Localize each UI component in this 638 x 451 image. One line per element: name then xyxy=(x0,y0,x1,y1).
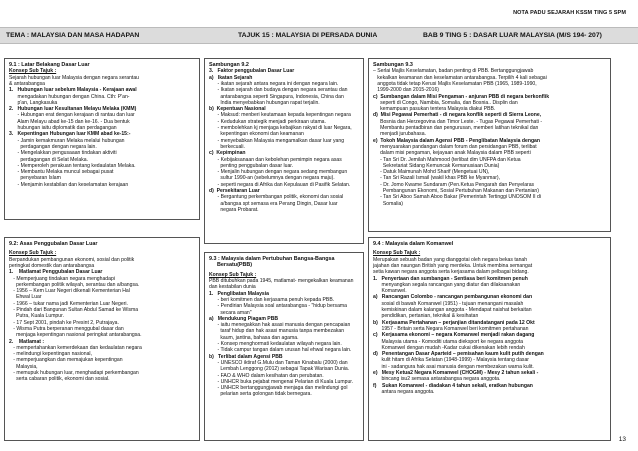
section-9-2-continued-title: Sambungan 9.2 xyxy=(209,62,249,68)
section-9-1-lines xyxy=(9,75,195,188)
text-line: c) Kerjasama ekonomi – negara Komanwel menjadi rakan dagang xyxy=(373,332,535,339)
text-line: perkembangan politik wilayah, serantau dan a/bangsa. xyxy=(9,281,140,288)
text-line: bincang isu2 semasa antarabangsa negara anggota. xyxy=(373,376,501,383)
text-line: - Kebijaksanaan dan kebolehan pemimpin negara asas xyxy=(209,156,342,163)
text-line: - melindungi kepentingan nasional, xyxy=(9,351,92,358)
text-line: - 17 Sept 2001, pindah ke Presint 2, Putrajaya. xyxy=(9,319,119,326)
section-9-4-sub: Konsep Sub Tajuk : xyxy=(373,250,421,257)
text-line: 3. Kepentingan Hubungan luar KMM abad ke-15:- xyxy=(9,131,131,138)
top-note: NOTA PADU SEJARAH KSSM TING 5 SPM xyxy=(513,10,626,16)
text-line: kemiskinan dalam kalangan anggota - Mendapat naishat berkaitan xyxy=(373,307,532,314)
text-line: sultur 1990-an (sebelumnya dengan negara maju). xyxy=(209,175,335,182)
text-line: penyebaran Islam xyxy=(9,175,61,182)
text-line: p'an, Langkasuka xyxy=(9,99,58,106)
section-9-1-title: 9.1 : Latar Belakang Dasar Luar xyxy=(9,62,90,68)
section-9-3-title2: Bersatu(PBB) xyxy=(217,262,253,269)
section-9-3-continued xyxy=(368,58,611,232)
section-9-4 xyxy=(368,237,611,441)
text-line: setia kawan negara anggota serta kerjasama dalam pelbagai bidang. xyxy=(373,269,529,276)
text-line: - Tan Sri Dr. Jemilah Mahmood (terlibat dim UNFPA dan Ketua xyxy=(373,156,521,163)
text-line: menjaga kepentingan nasional peringkat antarabangsa. xyxy=(9,332,142,339)
text-line: Somalia) xyxy=(373,200,404,207)
text-line: e) Tokoh Malaysia dalam Agensi PBB - Penglibatan Malaysia dengan xyxy=(373,137,541,144)
text-line: - Membantu Melaka muncul sebagai pusat xyxy=(9,169,114,176)
text-line: anggota tidak tetap Kerusi Majlis Keselamatan PBB (1965, 1989-1990, xyxy=(373,81,537,87)
text-line: d) Persekitaran Luar xyxy=(209,188,260,195)
text-line: - Menjamin kestabilan dan keselamatan kerajaan xyxy=(9,181,129,188)
header-tajuk: TAJUK 15 : MALAYSIA DI PERSADA DUNIA xyxy=(238,32,378,39)
text-line: Komanwel dengan mudah -Kadar cukai dikenakan lebih rendah xyxy=(373,344,525,351)
text-line: PBB ditubuhkan pada 1945, matlamat- mengekalkan keamanan xyxy=(209,278,354,285)
text-line: peringkat domestik dan antarabangsa xyxy=(9,263,95,269)
text-line: & antarabangsa xyxy=(9,81,45,87)
text-line: f) Sukan Komanwel - diadakan 4 tahun sekali, eratkan hubungan xyxy=(373,382,533,389)
text-line: seperti di Congo, Namibia, Somalia, dan Bosnia.. Displin dan xyxy=(373,99,518,106)
text-line: kaum, jantina, bahasa dan agama. xyxy=(209,334,299,341)
page-header xyxy=(0,27,638,44)
text-line: - memperjuangkan dan memajukan kepentingan xyxy=(9,357,123,364)
text-line: - Datuk Maimunah Mohd Sharif (Mengetuai UN), xyxy=(373,169,490,176)
text-line: - Dr. Jomo Kwame Sundaram (Pen.Ketua Pengarah dan Penyelaras xyxy=(373,181,535,188)
text-line: Membantu pentadbiran dan pengurusan, memberi latihan teknikal dan xyxy=(373,125,539,132)
text-line: pendidikan, pertanian, teknikal & kesihatan xyxy=(373,313,479,320)
text-line: - Jamin kemakmuran Melaka melalui hubungan xyxy=(9,137,125,144)
text-line: kulit hitam di Afrika Selatan (1948-1999) - Malaysia tentang dasar xyxy=(373,357,530,364)
text-line: serta cabaran politik, ekonomi dan sosial. xyxy=(9,376,110,383)
text-line: Merupakan sebuah badan yang dianggotai oleh negara bekas tanah xyxy=(373,256,528,263)
section-9-3-title: 9.3 : Malaysia dalam Pertubuhan Bangsa-Bangsa xyxy=(209,256,335,262)
text-line: - Wisma Putra berperanan menggubal dasar dan xyxy=(9,325,124,332)
text-line: kemampuan pasukan tentera Malaysia diakui PBB. xyxy=(373,106,496,113)
section-9-2-lines xyxy=(9,257,195,383)
text-line: 3. Faktor penggubalan Dasar Luar xyxy=(209,68,295,75)
section-9-2-continued-lines xyxy=(209,68,359,213)
section-9-3-continued-lines xyxy=(373,68,606,207)
section-9-3-sub: Konsep Sub Tajuk : xyxy=(209,271,257,278)
text-line: menjadi jurubahasa. xyxy=(373,131,426,138)
text-line: - Tidak campur tangan dalam urusan hal ehwal negara lain. xyxy=(209,347,352,354)
section-9-3 xyxy=(204,252,364,441)
text-line: Bosnia dan Herzegovina dan Timor Leste. - Tugas Pegawai Pemerhati - xyxy=(373,118,543,125)
text-line: Putra, Kuala Lumpur. xyxy=(9,313,64,320)
text-line: - seperti negara di Afrika dan Kepulauan di Pasifik Selatan. xyxy=(209,181,351,188)
text-line: a) Rancangan Colombo - rancangan pembangunan ekonomi dan xyxy=(373,294,533,301)
text-line: 1. Hubungan luar sebelum Malaysia - Kerajaan awal xyxy=(9,87,137,94)
text-line: Alam Melayu abad ke-15 dan ke-16. - Dua bentuk xyxy=(9,118,130,125)
header-bab: BAB 9 TING 5 : DASAR LUAR MALAYSIA (M/S 194- 207) xyxy=(423,32,602,39)
text-line: jajahan dan naungan British yang merdeka. Untuk membina semangat xyxy=(373,263,533,269)
text-line: antara negara anggota. xyxy=(373,388,435,395)
text-line: b) Kerjasama Pertahanan – perjanjian ditandatangani pada 12 Okt xyxy=(373,319,535,326)
text-line: 1. Penglibatan Malaysia xyxy=(209,290,270,297)
text-line: - beri komitmen dan kerjasama penuh kepada PBB. xyxy=(209,297,335,303)
section-9-2 xyxy=(4,237,200,441)
section-9-4-title: 9.4 : Malaysia dalam Komanwel xyxy=(373,241,454,247)
text-line: kekalkan keamanan dan keselamatan antarabangsa. Terpilih 4 kali sebagai xyxy=(373,74,547,81)
text-line: 2. Matlamat : xyxy=(9,338,45,345)
text-line: b) Terlibat dalam Agensi PBB xyxy=(209,353,283,360)
text-line: - Bergantung perkembangan politik, ekonomi dan sosial xyxy=(209,194,344,201)
text-line: - Menjalin hubungan dengan negara sedang membangun xyxy=(209,169,348,176)
text-line: - Pendirian Malaysia soal antarabangsa - "hidup bersama xyxy=(209,303,347,310)
text-line: - Pindah dari Bangunan Sultan Abdul Samad ke Wisma xyxy=(9,307,139,314)
text-line: menyangkan segala rancangan yang diatur dan dilaksanakan xyxy=(373,281,521,288)
text-line: Malaysia, xyxy=(9,363,38,370)
text-line: dalam misi pengaman, kejayaan anak Malaysia dalam PBB seperti xyxy=(373,150,531,157)
section-9-3-continued-title: Sambungan 9.3 xyxy=(373,62,413,68)
text-line: India menyebabkan hubungan rapat terjalin. xyxy=(209,99,320,106)
text-line: - membolehkan kj menjaga kebajikan rakyat di luar Negara, xyxy=(209,125,352,132)
section-9-4-lines xyxy=(373,257,606,396)
text-line: - Maksud: menberi keutamaan kepada kepentingan negara xyxy=(209,112,351,119)
text-line: b) Kepentuan Nasional xyxy=(209,106,266,113)
text-line: berkecuali. xyxy=(209,143,245,150)
text-line: hubungan iaitu diplomatik dan perdagangan xyxy=(9,125,117,132)
text-line: 1999-2000 dan 2015-2016) xyxy=(373,87,439,94)
text-line: - Mengelakkan pengusaaan tindakan aktiviti xyxy=(9,150,117,157)
text-line: kepentingan ekonomi dan keamanan xyxy=(209,131,304,138)
text-line: Lembah Lenggong (2012) sebagai Tapak Warisan Dunia. xyxy=(209,366,350,373)
text-line: d) Penentangan Dasar Aparteid – pemisahan kaum kulit putih dengan xyxy=(373,351,544,358)
text-line: sosial di bawah Komanwel (1951) - tujuan menangani masalah xyxy=(373,300,524,307)
text-line: menyuarakan pandangan dalam forum dan persidangan PBB, terlibat xyxy=(373,143,537,150)
text-line: Komanwel. xyxy=(373,288,407,295)
text-line: - Memperjuang tindakan negara menghadapi xyxy=(9,275,115,282)
text-line: Malaysia utama - Komoditi utama dieksport ke negara anggota xyxy=(373,338,524,345)
text-line: Pembangunan Ekonomi, Sosial Pertubuhan Makanan dan Pertanian) xyxy=(373,188,539,195)
section-9-3-lines xyxy=(209,278,359,398)
page-number: 13 xyxy=(618,436,626,443)
text-line: negara Probarat. xyxy=(209,206,259,213)
text-line: - Ikatan sejarah dan budaya dengan negara serantau dan xyxy=(209,87,348,94)
text-line: - Memperoleh perakuan tentang kedaulatan Melaka. xyxy=(9,162,136,169)
text-line: c) Kepimpinan xyxy=(209,150,246,157)
text-line: - UNHCR buka pejabat mengenai Pelarian di Kuala Lumpur. xyxy=(209,378,354,385)
text-line: - UNHCR bertanggungjawab menjaga dan melindungi gol xyxy=(209,385,348,392)
text-line: Berpandukan pembangunan ekonomi, sosial dan politik xyxy=(9,256,135,263)
section-9-1 xyxy=(4,58,200,220)
text-line: - memupuk hubungan luar, menghadapi perkembangan xyxy=(9,370,139,377)
text-line: - Kedudukan strategik menjadi perkiraan utama. xyxy=(209,118,326,125)
text-line: secara aman" xyxy=(209,309,252,316)
text-line: - 1956 – Kem Luar Negeri dikenali Kementerian Hal xyxy=(9,288,130,295)
text-line: 2. Hubungan luar Kesultanan Melayu Melaka (KMM) xyxy=(9,106,137,113)
text-line: a) Mendukung Piagam PBB xyxy=(209,315,279,322)
text-line: 1957 - Britain serta Negara Komanwel beri komitmen pertahanan xyxy=(373,325,529,332)
text-line: - UNESCO iktiraf G.Mulu dan Taman Kinabalu (2000) dan xyxy=(209,359,348,366)
section-9-2-continued xyxy=(204,58,364,244)
text-line: perdagangan di Selat Melaka. xyxy=(9,156,89,163)
text-line: c) Sumbangan dalam Misi Pengaman - anjuran PBB di negara berkonflik xyxy=(373,93,550,100)
text-line: Sejarah hubungan luar Malaysia dengan negara serantau xyxy=(9,74,139,81)
text-line: - 1966 – tukar nama jadi Kementerian Luar Negeri. xyxy=(9,300,128,307)
section-9-2-title: 9.2: Asas Penggubalan Dasar Luar xyxy=(9,241,98,247)
text-line: - Tan Sri Razali Ismail (wakil khas PBB ke Myanmar), xyxy=(373,175,500,182)
text-line: Sekretariat Sidang Kemuncak Kemanusiaan Dunia) xyxy=(373,162,500,169)
text-line: 1. Matlamat Penggubalan Dasar Luar xyxy=(9,269,103,276)
text-line: a/bangsa spt semasa era Perang Dingin, Dasar luar xyxy=(209,200,338,207)
text-line: - iaitu menegakkan hak asasi manusia dengan pencapaian xyxy=(209,322,351,329)
text-line: - ikatan sejarah antara negara ini dengan negara lain. xyxy=(209,81,339,87)
text-line: - Tan Sri Aboo Samah Aboo Bakar (Pemerintah Tertinggi UNOSOM II di xyxy=(373,194,541,201)
text-line: a) Ikatan Sejarah xyxy=(209,74,253,81)
text-line: - mempertahankan kemerdekaan dan kedaulatan negara xyxy=(9,344,142,351)
text-line: d) Misi Pegawai Pemerhati - di negara konflik seperti di Sierra Leone, xyxy=(373,112,542,119)
text-line: dan kestabilan dunia xyxy=(209,284,256,291)
text-line: perdagangan dengan negara lain. xyxy=(9,143,97,150)
text-line: penting penggubalan dasar luar. xyxy=(209,162,294,169)
text-line: pelarian serta golongan tidak bernegara. xyxy=(209,391,312,398)
section-9-2-sub: Konsep Sub Tajuk : xyxy=(9,250,57,257)
text-line: mengadakan hubungan dengan China. Cth: P'an- xyxy=(9,93,130,100)
section-9-1-sub: Konsep Sub Tajuk : xyxy=(9,68,57,75)
text-line: 1. Penyertaan dan sumbangan - Sentiasa beri komitmen penuh xyxy=(373,275,528,282)
text-line: - FAO & WHO dalam kesihatan dan perubatan. xyxy=(209,372,324,379)
header-tema: TEMA : MALAYSIA DAN MASA HADAPAN xyxy=(6,32,140,39)
text-line: Ehwal Luar xyxy=(9,294,42,301)
text-line: - menyebabkan Malaysia mengamalkan dasar luar yang xyxy=(209,137,345,144)
text-line: ini - sadangura hak asai manusia dengan membezakan warna kulit. xyxy=(373,363,534,370)
text-line: e) Mesy Ketua2 Negara Komanwel (CHOGM) - Mesy 2 tahun sekali - xyxy=(373,370,539,377)
text-line: taraf hidup dan hak asasi manusia tanpa membezakan xyxy=(209,328,345,335)
text-line: - Konsep menghormati kedaulatan wilayah negara lain. xyxy=(209,341,342,348)
text-line: – Serlai Majlis Keselamatan, badan penting di PBB. Bertanggungjawab xyxy=(373,68,534,75)
text-line: - Hubungan erat dengan kerajaan di rantau dan luar xyxy=(9,112,135,119)
text-line: antarabangsa seperti Singapura, Indonesia, China dan xyxy=(209,93,344,100)
